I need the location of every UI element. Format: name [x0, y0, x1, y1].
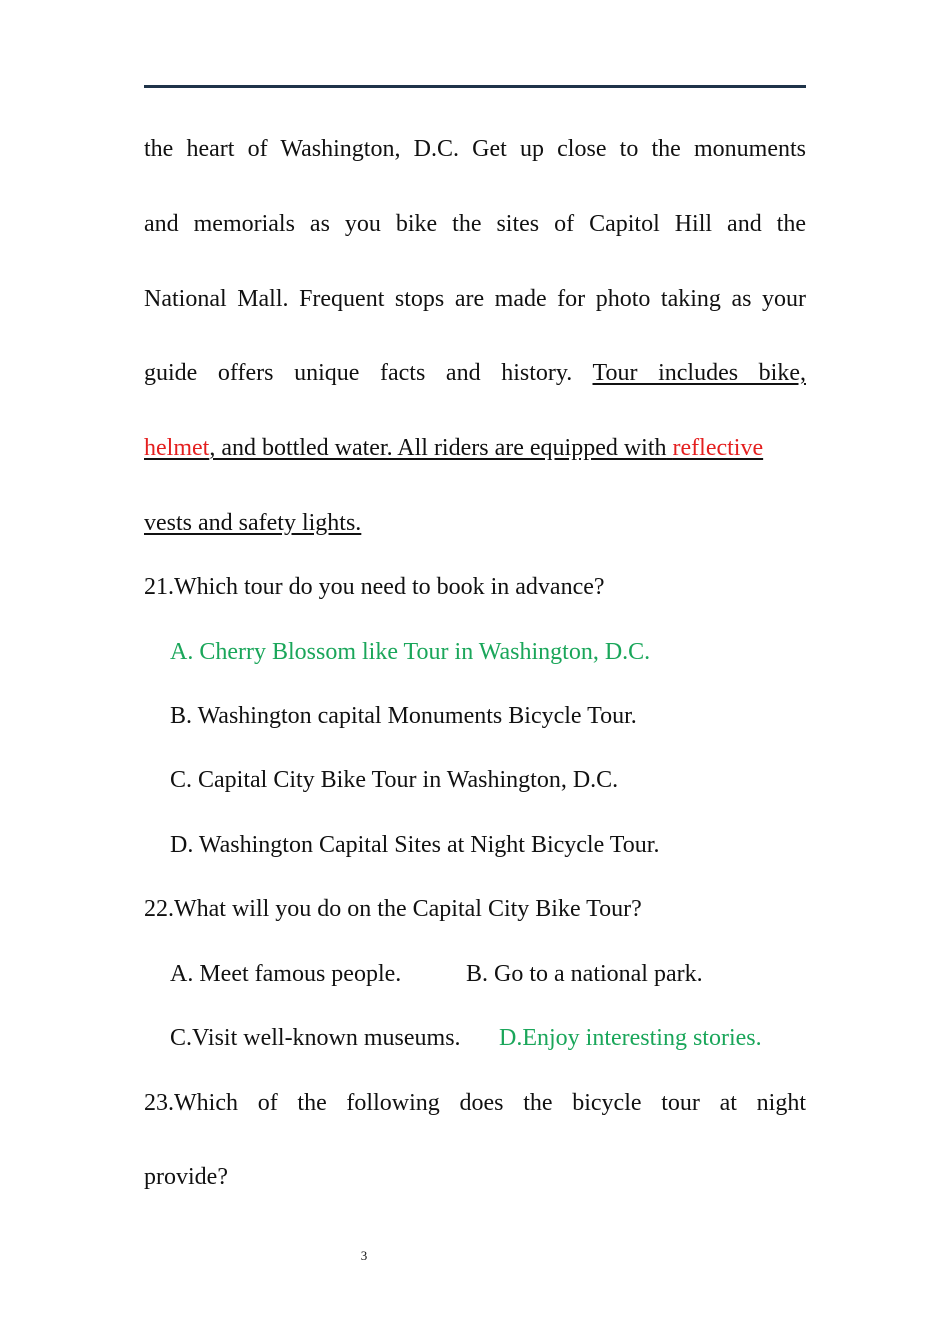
option-c: C. Capital City Bike Tour in Washington, D.C.: [170, 767, 619, 793]
passage-line-6: vests and safety lights.: [144, 510, 362, 536]
option-d: D. Washington Capital Sites at Night Bicycle Tour.: [170, 832, 660, 858]
option-c: C.Visit well-known museums.: [170, 1025, 461, 1051]
highlight-helmet: helmet: [144, 435, 210, 461]
question-stem: 21.Which tour do you need to book in advance?: [144, 574, 605, 600]
question-stem-continued: provide?: [144, 1164, 228, 1190]
option-b: B. Go to a national park.: [466, 961, 703, 987]
passage-line-5: [144, 432, 806, 464]
passage-line-1: the heart of Washington, D.C. Get up close to the monuments: [144, 136, 806, 162]
header-rule: [144, 85, 806, 88]
underlined-text: Tour includes bike,: [592, 360, 806, 386]
option-b: B. Washington capital Monuments Bicycle Tour.: [170, 703, 637, 729]
passage-line-4: [144, 357, 806, 389]
question-stem: 23.Which of the following does the bicycle tour at night: [144, 1090, 806, 1116]
passage-text: guide offers unique facts and history.: [144, 360, 573, 386]
underlined-text: , and bottled water. All riders are equipped with: [209, 435, 667, 461]
option-a-answer: A. Cherry Blossom like Tour in Washington, D.C.: [170, 639, 651, 665]
passage-line-2: and memorials as you bike the sites of Capitol Hill and the: [144, 211, 806, 237]
question-stem: 22.What will you do on the Capital City Bike Tour?: [144, 896, 642, 922]
option-d-answer: D.Enjoy interesting stories.: [499, 1025, 762, 1051]
highlight-reflective: reflective: [672, 435, 764, 461]
passage-line-3: National Mall. Frequent stops are made for photo taking as your: [144, 286, 806, 312]
page-number: 3: [360, 1248, 368, 1263]
option-a: A. Meet famous people.: [170, 961, 402, 987]
